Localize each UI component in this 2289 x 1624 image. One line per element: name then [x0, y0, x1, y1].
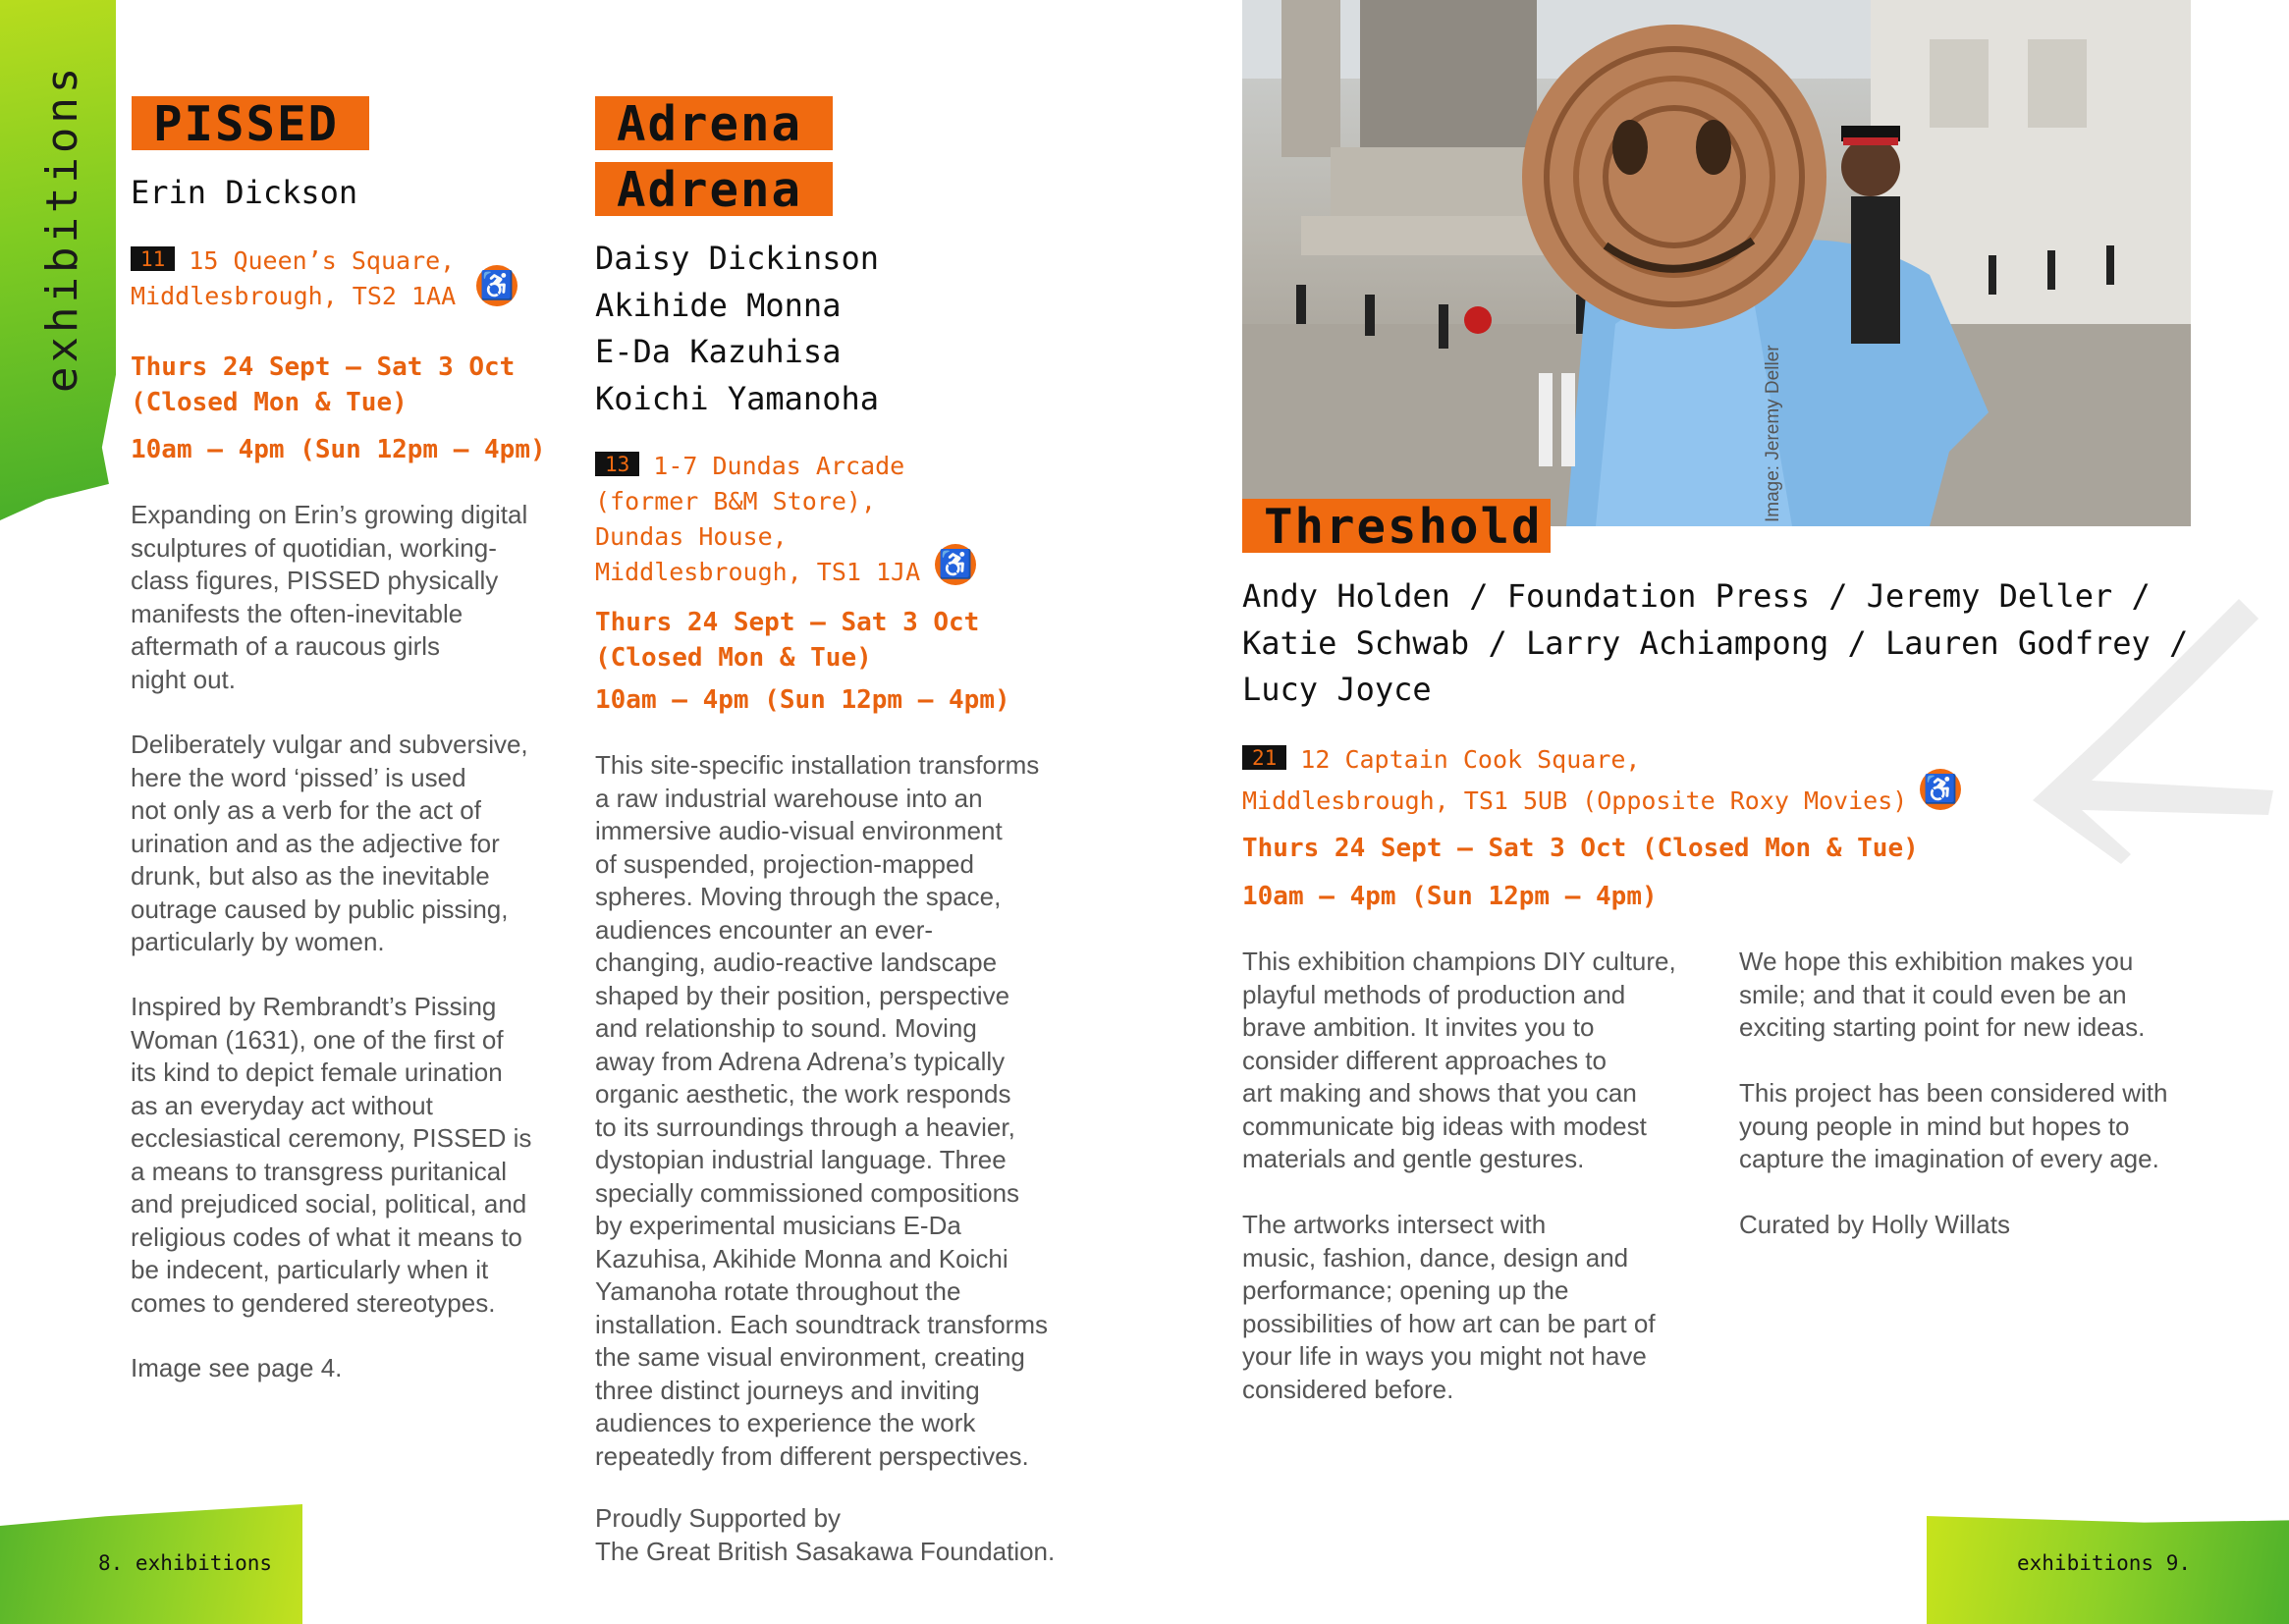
pissed-dates [131, 350, 515, 420]
threshold-dates: Thurs 24 Sept – Sat 3 Oct (Closed Mon & Tue) [1242, 834, 1919, 863]
venue-line: 12 Captain Cook Square, [1300, 745, 1641, 774]
threshold-photo [1242, 0, 2191, 526]
artist-name: Daisy Dickinson [595, 240, 879, 277]
wheelchair-icon: ♿ [1920, 769, 1961, 810]
venue-line: 1-7 Dundas Arcade [653, 452, 905, 480]
threshold-paragraph: This project has been considered with young people in mind but hopes to capture the imagination of every age. [1739, 1078, 2168, 1173]
venue-number-badge: 11 [131, 246, 175, 271]
pissed-title: PISSED [132, 96, 369, 150]
section-side-title: exhibitions [37, 63, 87, 393]
adrena-artists [595, 236, 879, 422]
pissed-artist: Erin Dickson [131, 174, 358, 211]
wheelchair-icon: ♿ [476, 265, 518, 306]
artist-line: Andy Holden / Foundation Press / Jeremy Deller / [1242, 577, 2151, 615]
artist-line: Katie Schwab / Larry Achiampong / Lauren Godfrey / [1242, 623, 2189, 662]
adrena-paragraph: This site-specific installation transforms a raw industrial warehouse into an immersive audio-visual environment of suspended, projection-mapped spheres. Moving through the space, audiences encounter an ever- changing, audio-reactive landscape shaped by their position, perspective and relationship to sound. Moving away from Adrena Adrena’s typically organic aesthetic, the work responds to its surroundings through a heavier, dystopian industrial language. Three specially commissioned compositions by experimental musicians E-Da Kazuhisa, Akihide Monna and Koichi Yamanoha rotate throughout the installation. Each soundtrack transforms the same visual environment, creating three distinct journeys and inviting audiences to experience the work repeatedly from different perspectives. [595, 750, 1048, 1471]
venue-line: Middlesbrough, TS2 1AA [131, 282, 457, 310]
adrena-title-line2: Adrena [595, 162, 833, 216]
wheelchair-icon: ♿ [935, 544, 976, 585]
dates-line: Thurs 24 Sept – Sat 3 Oct [131, 352, 516, 382]
image-credit: Image: Jeremy Deller [1763, 345, 1783, 522]
threshold-artists [1242, 573, 2188, 714]
pissed-venue [131, 244, 456, 314]
pissed-paragraph: Image see page 4. [131, 1353, 343, 1382]
curator-credit: Curated by Holly Willats [1739, 1210, 2010, 1239]
venue-line: (former B&M Store), [595, 487, 876, 515]
artist-name: Akihide Monna [595, 286, 842, 324]
venue-line: Middlesbrough, TS1 1JA [595, 558, 921, 586]
threshold-hours: 10am – 4pm (Sun 12pm – 4pm) [1242, 882, 1658, 911]
pissed-paragraph: Expanding on Erin’s growing digital sculptures of quotidian, working- class figures, PISSED physically manifests the often-inevitable aftermath of a raucous girls night out. [131, 500, 528, 694]
adrena-support-paragraph: Proudly Supported by The Great British Sasakawa Foundation. [595, 1503, 1056, 1566]
adrena-title-line1: Adrena [595, 96, 833, 150]
threshold-paragraph: This exhibition champions DIY culture, playful methods of production and brave ambition. It invites you to consider different approaches to art making and shows that you can communicate big ideas with modest materials and gentle gestures. [1242, 947, 1676, 1173]
adrena-hours: 10am – 4pm (Sun 12pm – 4pm) [595, 685, 1010, 715]
threshold-paragraph: We hope this exhibition makes you smile; and that it could even be an exciting starting point for new ideas. [1739, 947, 2146, 1042]
threshold-paragraph: The artworks intersect with music, fashion, dance, design and performance; opening up the possibilities of how art can be part of your life in ways you might not have considered before. [1242, 1210, 1656, 1404]
pissed-paragraph: Deliberately vulgar and subversive, here the word ‘pissed’ is used not only as a verb for the act of urination and as the adjective for drunk, but also as the inevitable outrage caused by public pissing, particularly by women. [131, 730, 528, 956]
threshold-venue [1242, 739, 1907, 822]
artist-name: E-Da Kazuhisa [595, 333, 842, 370]
adrena-venue [595, 449, 920, 590]
dates-line: Thurs 24 Sept – Sat 3 Oct [595, 608, 980, 637]
venue-number-badge: 21 [1242, 745, 1286, 770]
pissed-hours: 10am – 4pm (Sun 12pm – 4pm) [131, 435, 546, 464]
venue-line: Middlesbrough, TS1 5UB (Opposite Roxy Movies) [1242, 786, 1908, 815]
dates-line: (Closed Mon & Tue) [595, 643, 872, 673]
photo-illustration [1242, 0, 2191, 526]
threshold-title: Threshold [1242, 499, 1551, 553]
venue-line: Dundas House, [595, 522, 788, 551]
adrena-dates [595, 605, 979, 676]
artist-line: Lucy Joyce [1242, 671, 1432, 708]
artist-name: Koichi Yamanoha [595, 379, 879, 417]
pissed-paragraph: Inspired by Rembrandt’s Pissing Woman (1631), one of the first of its kind to depict female urination as an everyday act without ecclesiastical ceremony, PISSED is a means to transgress puritanical and prejudiced social, political, and religious codes of what it means to be indecent, particularly when it comes to gendered stereotypes. [131, 992, 532, 1318]
venue-line: 15 Queen’s Square, [189, 246, 456, 275]
venue-number-badge: 13 [595, 452, 639, 476]
page-footer-left: 8. exhibitions [98, 1551, 273, 1575]
page-footer-right: exhibitions 9. [2017, 1551, 2192, 1575]
dates-line: (Closed Mon & Tue) [131, 388, 408, 417]
